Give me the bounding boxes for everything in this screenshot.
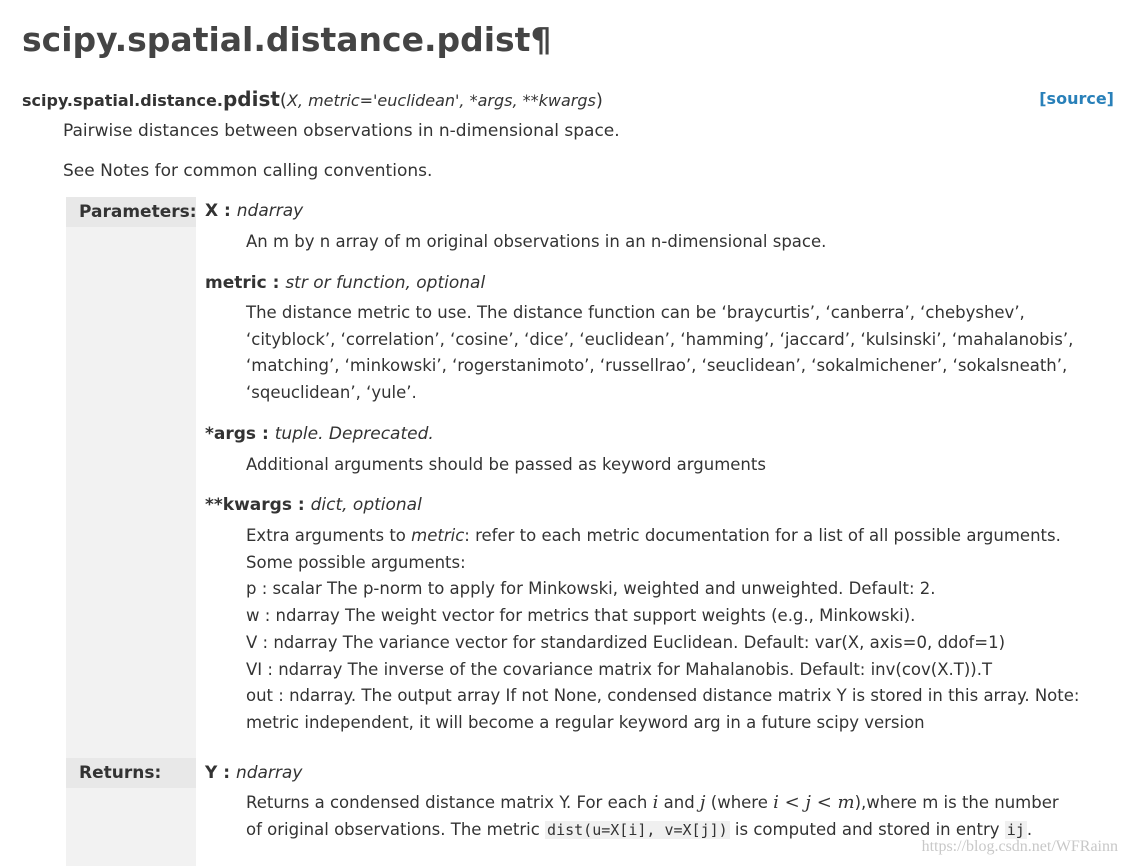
return-text: of original observations. The metric xyxy=(246,819,546,839)
param-metric-desc-line: The distance metric to use. The distance function can be ‘braycurtis’, ‘canberra’, ‘chebyshev’, xyxy=(246,303,1025,322)
return-y-name: Y xyxy=(205,763,218,783)
param-args-type: tuple. Deprecated. xyxy=(274,424,434,444)
param-kwargs-desc-line: out : ndarray. The output array If not None, condensed distance matrix Y is stored in this array. Note: xyxy=(246,686,1080,706)
watermark-url: https://blog.csdn.net/WFRainn xyxy=(921,838,1118,855)
param-args-description xyxy=(246,452,1116,479)
param-kwargs-name: **kwargs xyxy=(205,495,292,515)
math-j: j xyxy=(699,792,706,813)
kwargs-desc-pre: Extra arguments to xyxy=(246,526,412,545)
param-metric-desc-line: ‘sqeuclidean’, ‘yule’. xyxy=(246,383,417,403)
return-text: (where xyxy=(705,793,774,812)
kwargs-desc-post: : refer to each metric documentation for a list of all possible arguments. xyxy=(464,526,1061,545)
param-name-args xyxy=(205,423,434,445)
return-text: Returns a condensed distance matrix Y. For each xyxy=(246,793,653,812)
param-name-x xyxy=(205,200,303,222)
param-args-name: *args xyxy=(205,424,257,444)
return-text: . xyxy=(1026,819,1033,839)
signature-module-prefix: scipy.spatial.distance. xyxy=(22,91,223,110)
return-name-y xyxy=(205,762,302,784)
signature-params: X, metric='euclidean', *args, **kwargs xyxy=(286,91,596,110)
param-kwargs-description xyxy=(246,523,1116,737)
param-kwargs-desc-first-line xyxy=(246,523,1116,550)
param-args-sep: : xyxy=(256,424,275,444)
param-kwargs-sep: : xyxy=(291,495,311,515)
param-kwargs-desc-line: p : scalar The p-norm to apply for Minkowski, weighted and unweighted. Default: 2. xyxy=(246,579,936,599)
param-x-sep: : xyxy=(218,201,237,221)
code-ij: ij xyxy=(1006,820,1025,839)
notes-hint-text: See Notes for common calling conventions. xyxy=(63,161,433,181)
param-metric-sep: : xyxy=(266,273,286,293)
return-desc-line-1 xyxy=(246,790,1116,817)
param-metric-desc-line: ‘matching’, ‘minkowski’, ‘rogerstanimoto’, ‘russellrao’, ‘seuclidean’, ‘sokalmichener’, ‘sokalsneath’, xyxy=(246,356,1068,376)
param-kwargs-desc-line: VI : ndarray The inverse of the covariance matrix for Mahalanobis. Default: inv(cov(X.T)).T xyxy=(246,659,993,679)
summary-text: Pairwise distances between observations in n-dimensional space. xyxy=(63,121,620,141)
param-metric-description xyxy=(246,300,1116,407)
math-inequality: i < j < m xyxy=(773,792,855,813)
returns-label: Returns: xyxy=(66,758,196,788)
signature-open-paren: ( xyxy=(279,90,287,111)
return-y-description xyxy=(246,790,1116,843)
param-metric-desc-line: ‘cityblock’, ‘correlation’, ‘cosine’, ‘dice’, ‘euclidean’, ‘hamming’, ‘jaccard’, ‘kulsinski’, ‘mahalanobis’, xyxy=(246,329,1074,349)
param-args-desc-line: Additional arguments should be passed as keyword arguments xyxy=(246,455,766,474)
return-y-type: ndarray xyxy=(235,763,303,783)
function-signature xyxy=(22,88,1114,112)
signature-close-paren: ) xyxy=(595,90,603,111)
param-kwargs-type: dict, optional xyxy=(310,495,422,515)
param-name-kwargs xyxy=(205,494,422,516)
param-x-name: X xyxy=(205,201,219,221)
param-x-description xyxy=(246,229,1116,256)
return-y-sep: : xyxy=(217,763,236,783)
param-name-metric xyxy=(205,272,485,294)
page-title: scipy.spatial.distance.pdist¶ xyxy=(22,20,552,59)
return-text: is computed and stored in entry xyxy=(729,819,1005,839)
signature-function-name: pdist xyxy=(222,87,280,111)
math-i: i xyxy=(652,792,659,813)
param-kwargs-desc-line: Some possible arguments: xyxy=(246,552,466,572)
param-x-desc-line: An m by n array of m original observations in an n-dimensional space. xyxy=(246,232,827,251)
parameters-label: Parameters: xyxy=(66,197,196,227)
param-kwargs-desc-line: w : ndarray The weight vector for metrics that support weights (e.g., Minkowski). xyxy=(246,606,916,626)
return-text: and xyxy=(658,793,700,812)
param-kwargs-desc-line: metric independent, it will become a regular keyword arg in a future scipy version xyxy=(246,712,925,732)
param-metric-name: metric xyxy=(205,273,267,293)
kwargs-desc-metric-em: metric xyxy=(411,526,465,545)
param-kwargs-desc-line: V : ndarray The variance vector for standardized Euclidean. Default: var(X, axis=0, ddof=1) xyxy=(246,632,1006,652)
param-metric-type: str or function, optional xyxy=(285,273,486,293)
source-link[interactable]: [source] xyxy=(1039,89,1114,108)
code-dist-call: dist(u=X[i], v=X[j]) xyxy=(547,820,728,839)
param-x-type: ndarray xyxy=(236,201,304,221)
return-text: ),where m is the number xyxy=(854,793,1059,812)
